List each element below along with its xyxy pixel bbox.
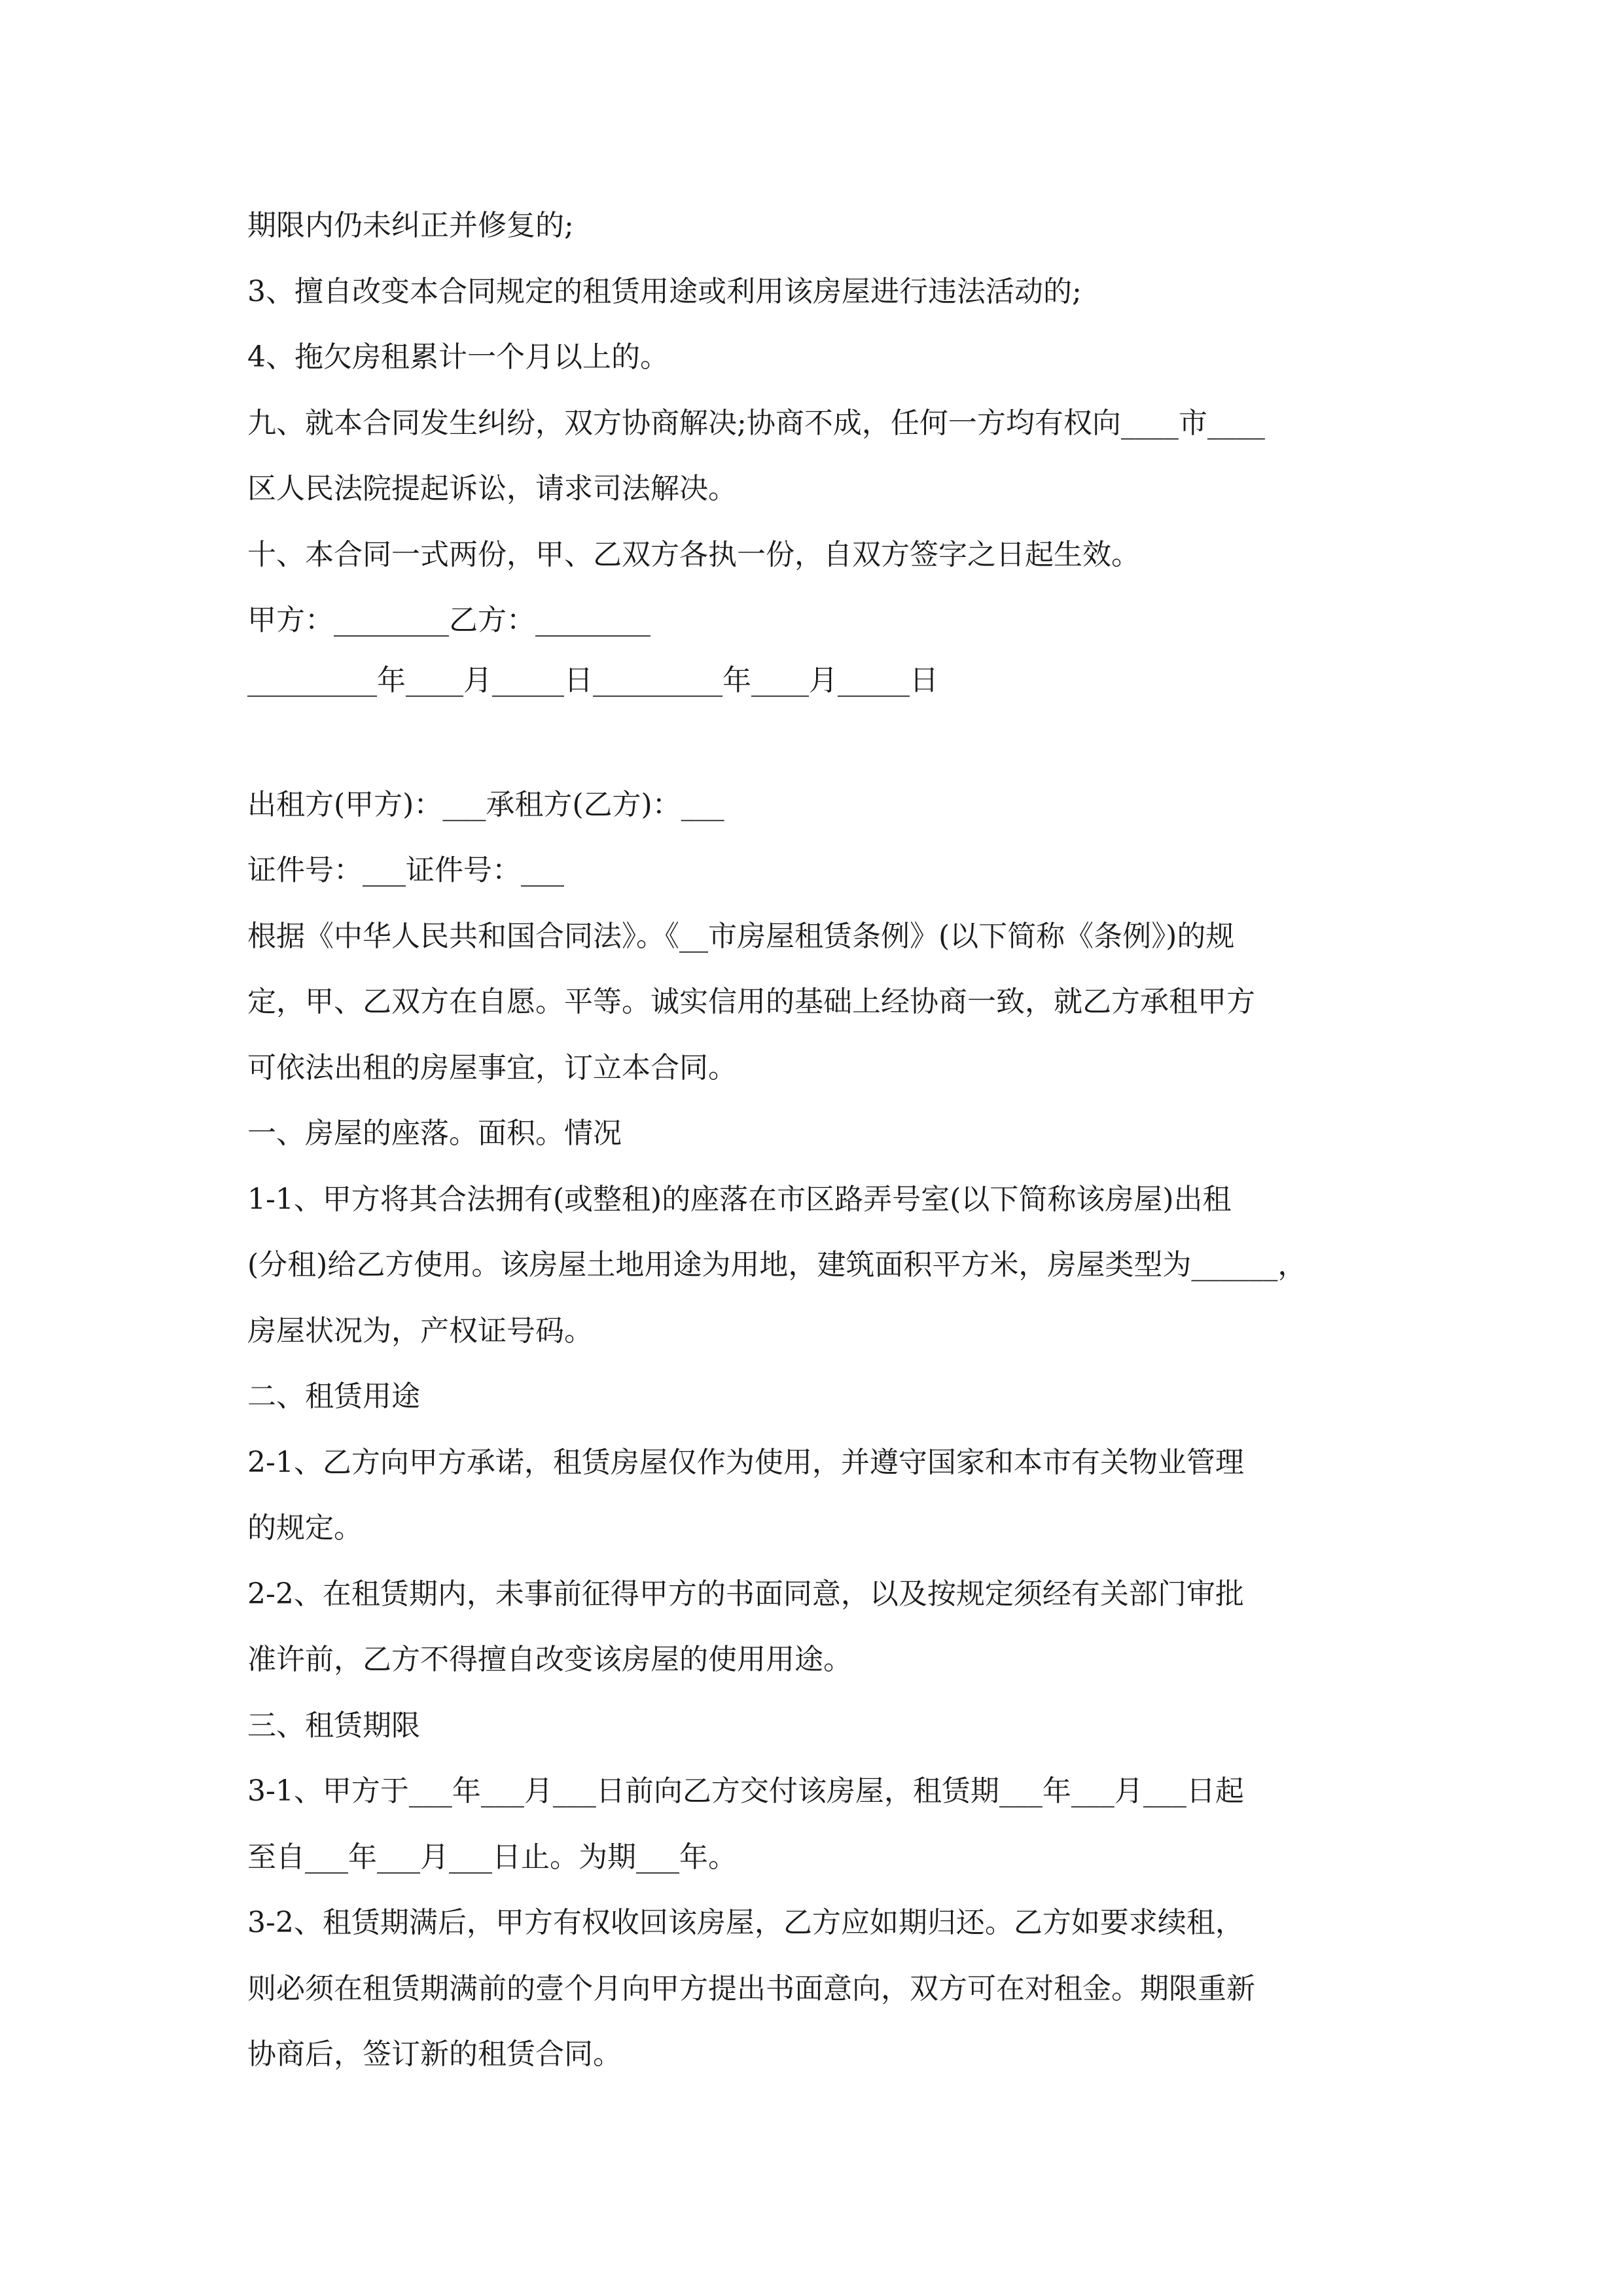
text-line: 2-2、在租赁期内，未事前征得甲方的书面同意，以及按规定须经有关部门审批 — [247, 1577, 1244, 1611]
text-line: 3-1、甲方于___年___月___日前向乙方交付该房屋，租赁期___年___月___日起 — [247, 1774, 1244, 1808]
text-line: 准许前，乙方不得擅自改变该房屋的使用用途。 — [247, 1643, 852, 1676]
text-line: 定，甲、乙双方在自愿。平等。诚实信用的基础上经协商一致，就乙方承租甲方 — [247, 985, 1255, 1018]
text-line: 2-1、乙方向甲方承诺，租赁房屋仅作为使用，并遵守国家和本市有关物业管理 — [247, 1446, 1244, 1479]
text-line: 可依法出租的房屋事宜，订立本合同。 — [247, 1051, 737, 1085]
text-line: 期限内仍未纠正并修复的; — [247, 209, 574, 242]
text-line: 则必须在租赁期满前的壹个月向甲方提出书面意向，双方可在对租金。期限重新 — [247, 1972, 1255, 2005]
text-line: (分租)给乙方使用。该房屋土地用途为用地，建筑面积平方米，房屋类型为______， — [247, 1248, 1307, 1282]
section-heading: 二、租赁用途 — [247, 1380, 420, 1413]
text-line: 十、本合同一式两份，甲、乙双方各执一份，自双方签字之日起生效。 — [247, 538, 1140, 571]
text-line: 4、拖欠房租累计一个月以上的。 — [247, 340, 669, 374]
text-line: 的规定。 — [247, 1511, 363, 1545]
text-line: 至自___年___月___日止。为期___年。 — [247, 1840, 737, 1874]
section-heading: 三、租赁期限 — [247, 1709, 420, 1742]
date-line: _________年____月_____日_________年____月_____日 — [247, 664, 938, 697]
text-line: 3、擅自改变本合同规定的租赁用途或利用该房屋进行违法活动的; — [247, 275, 1082, 308]
text-line: 房屋状况为，产权证号码。 — [247, 1314, 593, 1348]
text-line: 区人民法院提起诉讼，请求司法解决。 — [247, 472, 737, 505]
section-heading: 一、房屋的座落。面积。情况 — [247, 1117, 622, 1150]
signature-line: 甲方：________乙方：________ — [247, 603, 651, 637]
text-line: 证件号：___证件号：___ — [247, 853, 564, 887]
text-line: 九、就本合同发生纠纷，双方协商解决;协商不成，任何一方均有权向____市____ — [247, 406, 1265, 440]
text-line: 1-1、甲方将其合法拥有(或整租)的座落在市区路弄号室(以下简称该房屋)出租 — [247, 1183, 1232, 1216]
text-line: 协商后，签订新的租赁合同。 — [247, 2037, 622, 2071]
text-line: 出租方(甲方)：___承租方(乙方)：___ — [247, 788, 724, 821]
text-line: 3-2、租赁期满后，甲方有权收回该房屋，乙方应如期归还。乙方如要求续租， — [247, 1906, 1244, 1939]
text-line: 根据《中华人民共和国合同法》。《__市房屋租赁条例》(以下简称《条例》)的规 — [247, 920, 1235, 953]
